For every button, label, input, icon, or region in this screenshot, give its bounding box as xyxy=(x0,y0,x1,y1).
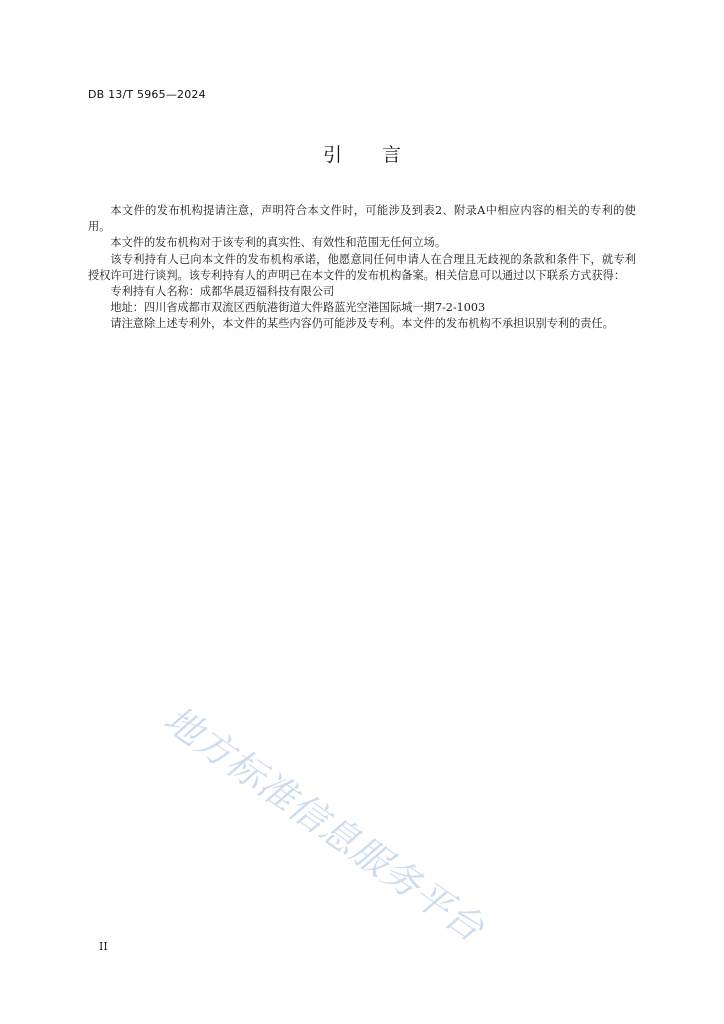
paragraph-holder-name: 专利持有人名称：成都华晨迈福科技有限公司 xyxy=(110,285,335,299)
paragraph-no-position: 本文件的发布机构对于该专利的真实性、有效性和范围无任何立场。 xyxy=(110,236,447,250)
watermark: 地方标准信息服务平台 xyxy=(156,697,493,951)
page-title: 引言 xyxy=(322,144,441,166)
document-body xyxy=(88,203,636,333)
paragraph-other-patents: 请注意除上述专利外，本文件的某些内容仍可能涉及专利。本文件的发布机构不承担识别专利的责任。 xyxy=(110,317,614,331)
paragraph-holder-address: 地址：四川省成都市双流区西航港街道大件路蓝光空港国际城一期7-2-1003 xyxy=(110,301,486,315)
paragraph-patent-notice: 本文件的发布机构提请注意，声明符合本文件时，可能涉及到表2、附录A中相应内容的相关的专利的使用。 xyxy=(88,204,636,234)
paragraph-holder-commitment: 该专利持有人已向本文件的发布机构承诺，他愿意同任何申请人在合理且无歧视的条款和条件下，就专利授权许可进行谈判。该专利持有人的声明已在本文件的发布机构备案。相关信息可以通过以下联系方式获得： xyxy=(88,252,636,282)
page-number: II xyxy=(99,940,108,953)
standard-number: DB 13/T 5965—2024 xyxy=(88,88,206,101)
